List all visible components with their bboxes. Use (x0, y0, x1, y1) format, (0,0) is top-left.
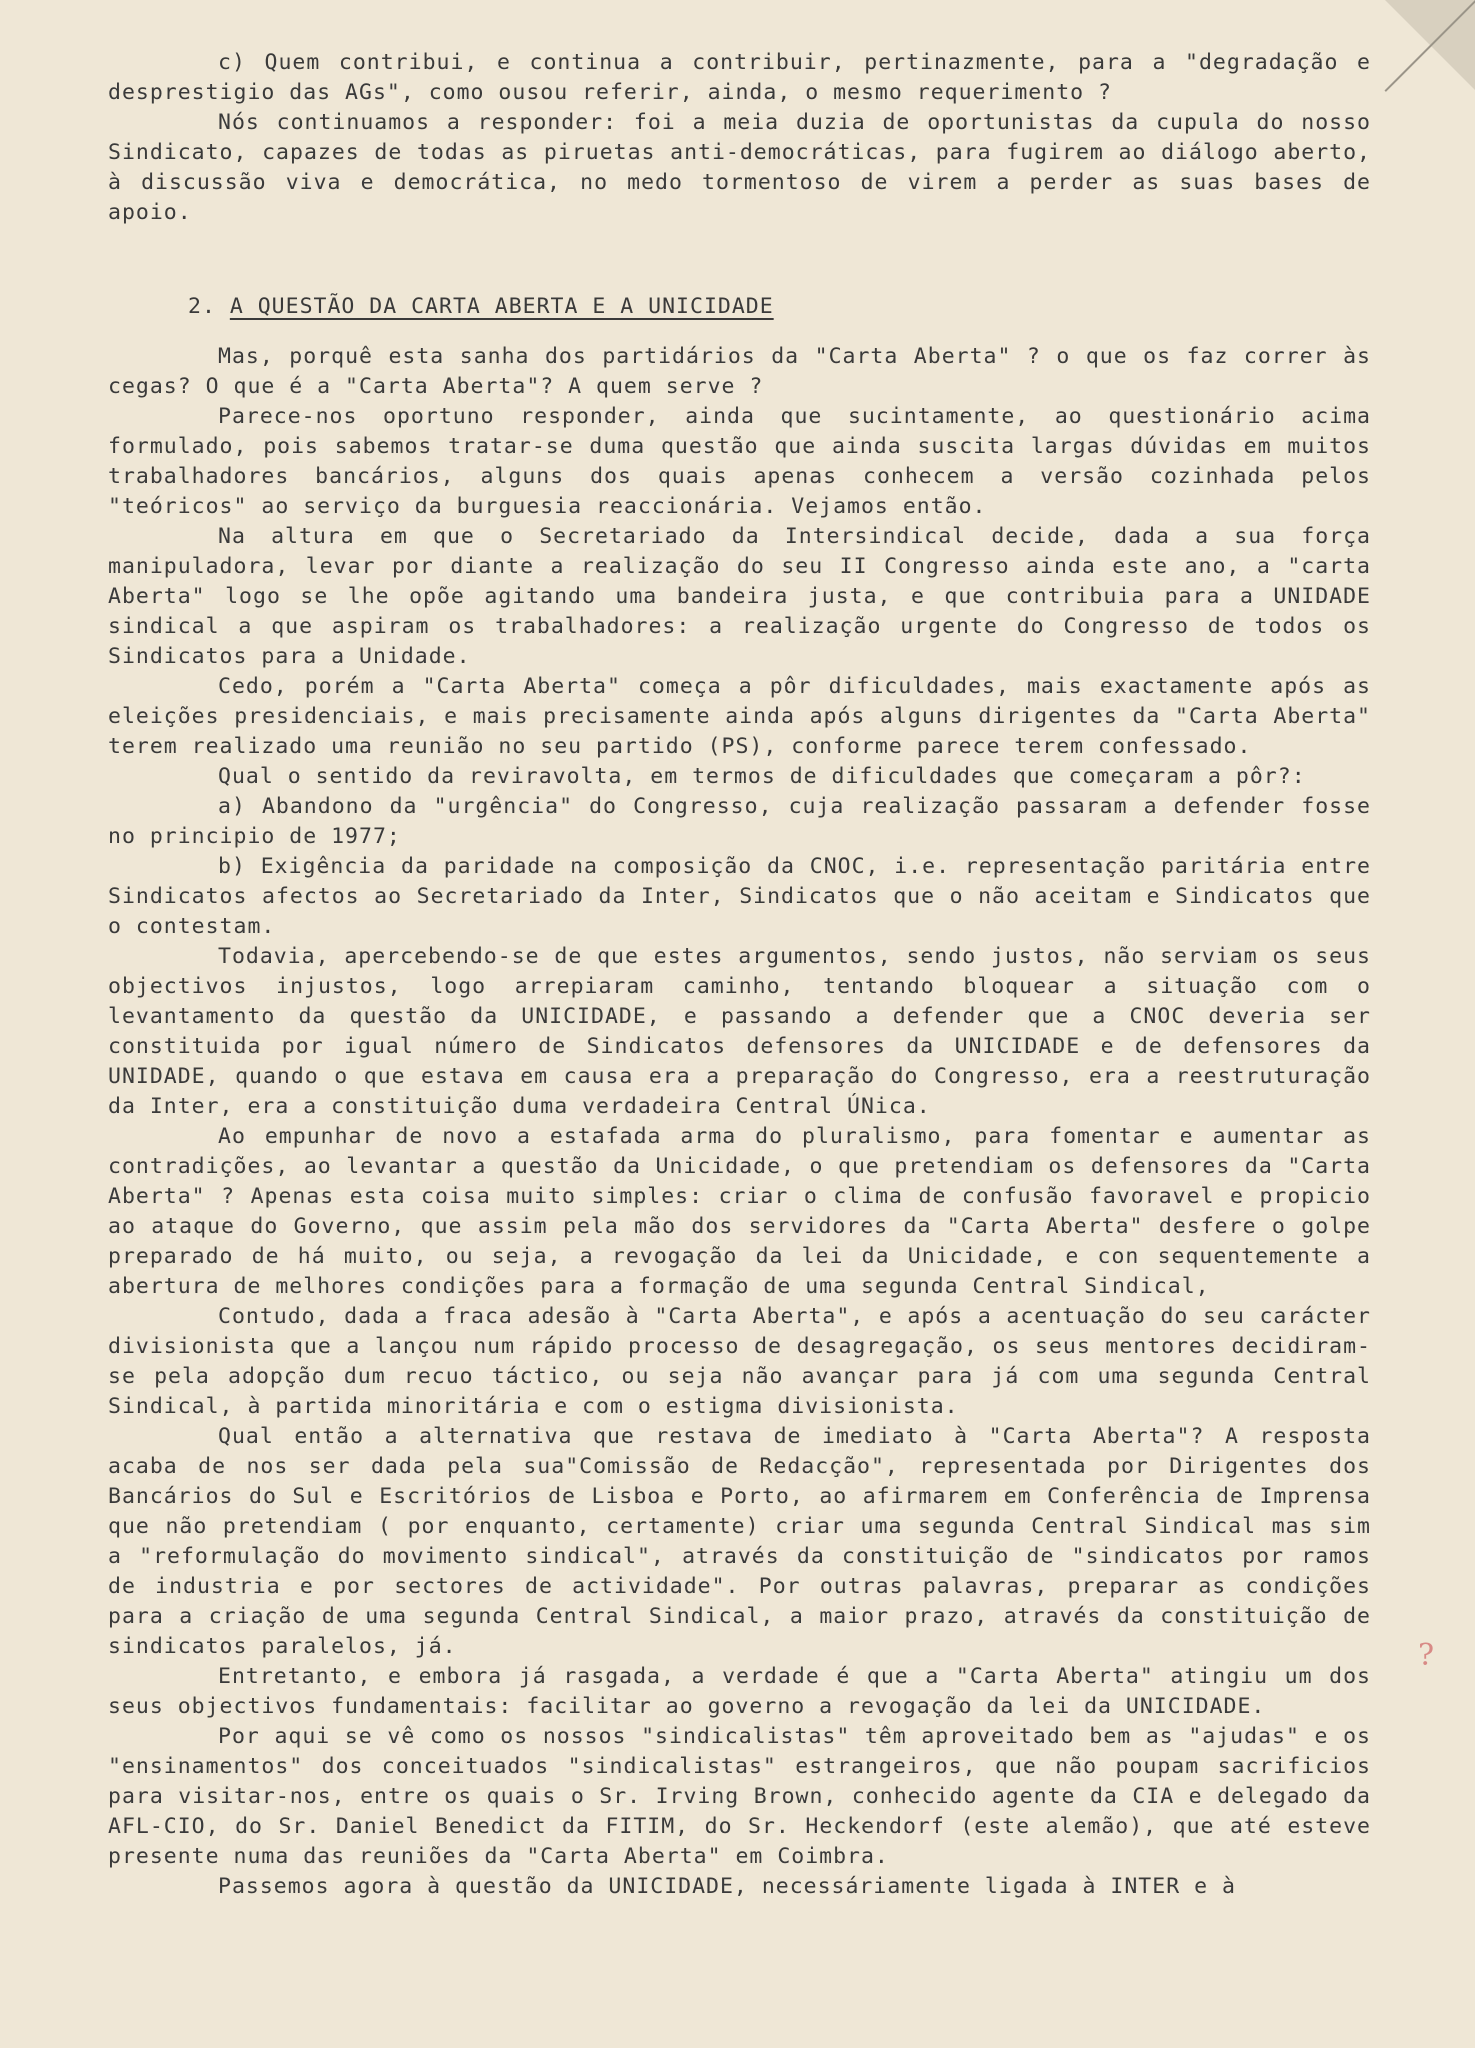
paragraph: Mas, porquê esta sanha dos partidários da "Carta Aberta" ? o que os faz correr às cegas? O que é a "Carta Aberta"? A quem serve ? (108, 344, 1371, 399)
list-item-b: b) Exigência da paridade na composição da CNOC, i.e. representação paritária entre Sindicatos afectos ao Secretariado da Inter, Sindicatos que o não aceitam e Sindicatos que o contestam. (108, 854, 1371, 939)
paragraph: Parece-nos oportuno responder, ainda que sucintamente, ao questionário acima formulado, pois sabemos tratar-se duma questão que ainda suscita largas dúvidas em muitos trabalhadores bancários, alguns dos quais apenas conhecem a versão cozinhada pelos "teóricos" ao serviço da burguesia reaccionária. Vejamos então. (108, 404, 1371, 519)
paragraph: Qual então a alternativa que restava de imediato à "Carta Aberta"? A resposta acaba de nos ser dada pela sua"Comissão de Redacção", representada por Dirigentes dos Bancários do Sul e Escritórios de Lisboa e Porto, ao afirmarem em Conferência de Imprensa que não pretendiam ( por enquanto, certamente) criar uma segunda Central Sindical mas sim a "reformulação do movimento sindical", através da constituição de "sindicatos por ramos de industria e por sectores de actividade". Por outras palavras, preparar as condições para a criação de uma segunda Central Sindical, a maior prazo, através da constituição de sindicatos paralelos, já. (108, 1424, 1371, 1659)
paragraph: Por aqui se vê como os nossos "sindicalistas" têm aproveitado bem as "ajudas" e os "ensinamentos" dos conceituados "sindicalistas" estrangeiros, que não poupam sacrificios para visitar-nos, entre os quais o Sr. Irving Brown, conhecido agente da CIA e delegado da AFL-CIO, do Sr. Daniel Benedict da FITIM, do Sr. Heckendorf (este alemão), que até esteve presente numa das reuniões da "Carta Aberta" em Coimbra. (108, 1724, 1371, 1869)
paragraph-c: c) Quem contribui, e continua a contribuir, pertinazmente, para a "degradação e desprestigio das AGs", como ousou referir, ainda, o mesmo requerimento ? (108, 50, 1371, 105)
paragraph: Na altura em que o Secretariado da Intersindical decide, dada a sua força manipuladora, levar por diante a realização do seu II Congresso ainda este ano, a "carta Aberta" logo se lhe opõe agitando uma bandeira justa, e que contribuia para a UNIDADE sindical a que aspiram os trabalhadores: a realização urgente do Congresso de todos os Sindicatos para a Unidade. (108, 524, 1371, 669)
section-number: 2. (188, 294, 216, 319)
paragraph: Todavia, apercebendo-se de que estes argumentos, sendo justos, não serviam os seus objectivos injustos, logo arrepiaram caminho, tentando bloquear a situação com o levantamento da questão da UNICIDADE, e passando a defender que a CNOC deveria ser constituida por igual número de Sindicatos defensores da UNICIDADE e de defensores da UNIDADE, quando o que estava em causa era a preparação do Congresso, era a reestruturação da Inter, era a constituição duma verdadeira Central ÚNica. (108, 944, 1371, 1119)
paragraph: Passemos agora à questão da UNICIDADE, necessáriamente ligada à INTER e à (218, 1874, 1236, 1899)
paragraph: Qual o sentido da reviravolta, em termos de dificuldades que começaram a pôr?: (218, 764, 1306, 789)
list-item-a: a) Abandono da "urgência" do Congresso, cuja realização passaram a defender fosse no principio de 1977; (108, 794, 1371, 849)
paragraph-response: Nós continuamos a responder: foi a meia duzia de oportunistas da cupula do nosso Sindicato, capazes de todas as piruetas anti-democráticas, para fugirem ao diálogo aberto, à discussão viva e democrática, no medo tormentoso de virem a perder as suas bases de apoio. (108, 110, 1371, 225)
paragraph: Ao empunhar de novo a estafada arma do pluralismo, para fomentar e aumentar as contradições, ao levantar a questão da Unicidade, o que pretendiam os defensores da "Carta Aberta" ? Apenas esta coisa muito simples: criar o clima de confusão favoravel e propicio ao ataque do Governo, que assim pela mão dos servidores da "Carta Aberta" desfere o golpe preparado de há muito, ou seja, a revogação da lei da Unicidade, e con sequentemente a abertura de melhores condições para a formação de uma segunda Central Sindical, (108, 1124, 1371, 1299)
margin-question-mark: ? (1418, 1638, 1435, 1673)
paragraph: Cedo, porém a "Carta Aberta" começa a pôr dificuldades, mais exactamente após as eleições presidenciais, e mais precisamente ainda após alguns dirigentes da "Carta Aberta" terem realizado uma reunião no seu partido (PS), conforme parece terem confessado. (108, 674, 1371, 759)
section-heading (108, 292, 1371, 322)
paragraph: Contudo, dada a fraca adesão à "Carta Aberta", e após a acentuação do seu carácter divisionista que a lançou num rápido processo de desagregação, os seus mentores decidiram-se pela adopção dum recuo táctico, ou seja não avançar para já com uma segunda Central Sindical, à partida minoritária e com o estigma divisionista. (108, 1304, 1371, 1419)
paragraph: Entretanto, e embora já rasgada, a verdade é que a "Carta Aberta" atingiu um dos seus objectivos fundamentais: facilitar ao governo a revogação da lei da UNICIDADE. (108, 1664, 1371, 1719)
section-title: A QUESTÃO DA CARTA ABERTA E A UNICIDADE (229, 294, 774, 319)
